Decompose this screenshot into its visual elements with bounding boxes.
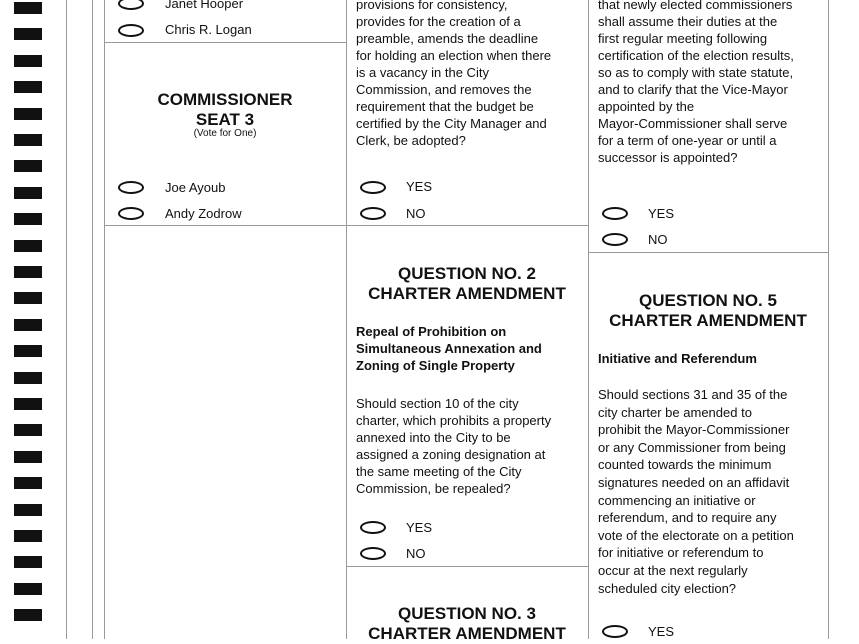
question-3-title-line1: QUESTION NO. 3: [398, 604, 536, 623]
question-2-text-line: annexed into the City to be: [356, 430, 511, 445]
question-2-text-line: charter, which prohibits a property: [356, 413, 552, 428]
question-5-text-line: Should sections 31 and 35 of the: [598, 387, 788, 402]
question-4-text-line: that newly elected commissioners: [598, 0, 793, 12]
ballot-border-inner: [92, 0, 93, 639]
choice-label: YES: [406, 520, 433, 535]
candidate-name: Janet Hooper: [165, 0, 244, 11]
timing-mark: [14, 134, 42, 146]
question-5-text-line: prohibit the Mayor-Commissioner: [598, 422, 790, 438]
question-4-text-line: so as to comply with state statute,: [598, 65, 794, 80]
question-2-text-line: Commission, be repealed?: [356, 481, 511, 496]
divider-col2-b: [346, 566, 588, 567]
contest-title: [104, 90, 346, 130]
question-5-title: [588, 291, 828, 331]
choice-label: YES: [648, 624, 675, 639]
vote-oval-chris-logan[interactable]: [118, 24, 144, 37]
question-4-text-line: appointed by the: [598, 99, 695, 114]
timing-mark: [14, 2, 42, 14]
choice-label: NO: [406, 546, 426, 561]
question-1-text-line: preamble, amends the deadline: [356, 31, 539, 46]
timing-mark: [14, 583, 42, 595]
vote-oval-janet-hooper[interactable]: [118, 0, 144, 10]
choice-label: YES: [648, 206, 675, 221]
timing-mark: [14, 398, 42, 410]
timing-mark: [14, 292, 42, 304]
timing-mark: [14, 108, 42, 120]
choice-label: NO: [648, 232, 668, 247]
vote-oval-q4-no[interactable]: [602, 233, 628, 246]
timing-mark: [14, 160, 42, 172]
timing-mark: [14, 345, 42, 357]
timing-mark: [14, 530, 42, 542]
question-2-title: [346, 264, 588, 304]
question-4-text: [598, 0, 826, 166]
vote-oval-q4-yes[interactable]: [602, 207, 628, 220]
question-4-text-line: for a term of one-year or until a: [598, 133, 777, 148]
question-5-text-line: commencing an initiative or: [598, 492, 756, 508]
vote-oval-q2-no[interactable]: [360, 547, 386, 560]
ballot-border-left: [66, 0, 67, 639]
question-5-subtitle: Initiative and Referendum: [598, 351, 757, 366]
question-4-text-line: successor is appointed?: [598, 150, 738, 165]
question-1-text-line: provisions for consistency,: [356, 0, 508, 12]
question-4-text-line: and to clarify that the Vice-Mayor: [598, 82, 788, 97]
choice-label: YES: [406, 179, 433, 194]
candidate-name: Andy Zodrow: [165, 206, 242, 221]
question-5-text: [598, 386, 826, 597]
timing-mark: [14, 477, 42, 489]
question-2-text-line: assigned a zoning designation at: [356, 447, 546, 462]
divider-col2-a: [346, 225, 588, 226]
question-5-text-line: vote of the electorate on a petition: [598, 527, 794, 543]
question-2-text-line: Should section 10 of the city: [356, 396, 519, 411]
question-1-text-line: requirement that the budget be: [356, 99, 534, 114]
timing-mark: [14, 240, 42, 252]
column-divider-4: [828, 0, 829, 639]
question-2-subtitle: [356, 323, 584, 374]
question-1-text-line: for holding an election when there: [356, 48, 552, 63]
timing-mark: [14, 556, 42, 568]
question-1-text-line: provides for the creation of a: [356, 14, 521, 29]
timing-marks: [14, 0, 44, 639]
question-5-text-line: for initiative or referendum to: [598, 545, 764, 561]
question-5-text-line: counted towards the minimum: [598, 457, 772, 473]
question-5-text-line: occur at the next regularly: [598, 562, 748, 578]
question-1-text-line: Commission, and removes the: [356, 82, 532, 97]
question-2-subtitle-line: Zoning of Single Property: [356, 358, 515, 373]
vote-oval-andy-zodrow[interactable]: [118, 207, 144, 220]
candidate-name: Chris R. Logan: [165, 22, 252, 37]
question-1-text: [356, 0, 584, 149]
question-4-text-line: first regular meeting following: [598, 31, 768, 46]
question-2-subtitle-line: Repeal of Prohibition on: [356, 324, 507, 339]
vote-oval-joe-ayoub[interactable]: [118, 181, 144, 194]
question-4-text-line: Mayor-Commissioner shall serve: [598, 116, 788, 131]
question-5-text-line: signatures needed on an affidavit: [598, 474, 790, 490]
question-4-text-line: certification of the election results,: [598, 48, 794, 63]
timing-mark: [14, 504, 42, 516]
timing-mark: [14, 372, 42, 384]
divider-col1-b: [104, 225, 346, 226]
timing-mark: [14, 28, 42, 40]
timing-mark: [14, 213, 42, 225]
question-5-text-line: scheduled city election?: [598, 580, 737, 596]
timing-mark: [14, 266, 42, 278]
question-1-text-line: is a vacancy in the City: [356, 65, 489, 80]
timing-mark: [14, 55, 42, 67]
question-2-text-line: the same meeting of the City: [356, 464, 522, 479]
question-5-title-line2: CHARTER AMENDMENT: [609, 311, 807, 330]
contest-title-line2: SEAT 3: [195, 110, 255, 129]
question-1-text-line: Clerk, be adopted?: [356, 133, 466, 148]
question-1-text-line: certified by the City Manager and: [356, 116, 547, 131]
timing-mark: [14, 187, 42, 199]
timing-mark: [14, 451, 42, 463]
vote-oval-q1-no[interactable]: [360, 207, 386, 220]
contest-title-line1: COMMISSIONER: [157, 90, 293, 109]
vote-oval-q5-yes[interactable]: [602, 625, 628, 638]
question-2-title-line1: QUESTION NO. 2: [398, 264, 536, 283]
column-divider-2: [346, 0, 347, 639]
question-3-title-line2: CHARTER AMENDMENT: [368, 624, 566, 643]
vote-oval-q1-yes[interactable]: [360, 181, 386, 194]
question-2-text: [356, 395, 584, 497]
timing-mark: [14, 609, 42, 621]
question-5-title-line1: QUESTION NO. 5: [639, 291, 777, 310]
vote-instruction: (Vote for One): [193, 128, 257, 139]
question-4-text-line: shall assume their duties at the: [598, 14, 778, 29]
question-2-title-line2: CHARTER AMENDMENT: [368, 284, 566, 303]
vote-oval-q2-yes[interactable]: [360, 521, 386, 534]
divider-col3-a: [588, 252, 828, 253]
question-5-text-line: city charter be amended to: [598, 404, 752, 420]
timing-mark: [14, 424, 42, 436]
question-5-text-line: referendum, and to require any: [598, 510, 777, 526]
candidate-name: Joe Ayoub: [165, 180, 226, 195]
question-5-text-line: or any Commissioner from being: [598, 439, 786, 455]
question-2-subtitle-line: Simultaneous Annexation and: [356, 341, 542, 356]
timing-mark: [14, 319, 42, 331]
question-3-title: [346, 604, 588, 644]
timing-mark: [14, 81, 42, 93]
divider-col1-a: [104, 42, 346, 43]
choice-label: NO: [406, 206, 426, 221]
